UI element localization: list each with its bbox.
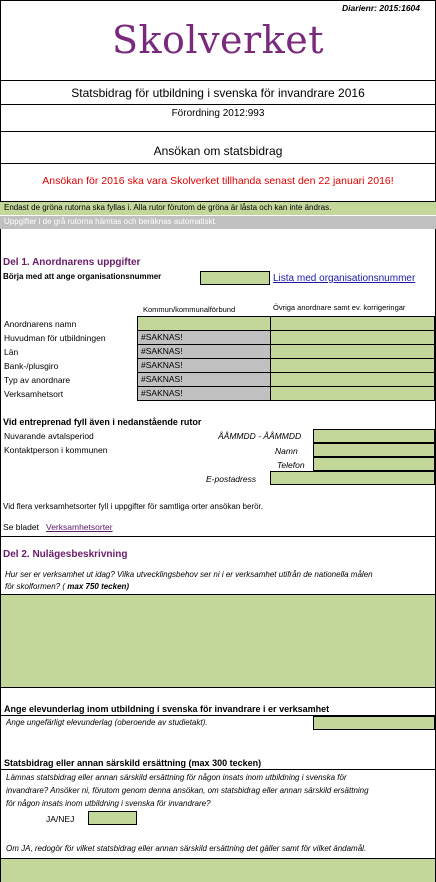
left-border — [0, 0, 1, 882]
other-verksamhetsort-input[interactable] — [270, 386, 435, 401]
subtitle: Ansökan om statsbidrag — [153, 144, 283, 158]
section2-heading: Del 2. Nulägesbeskrivning — [3, 549, 128, 560]
divider — [0, 536, 436, 537]
entreprenad-heading: Vid entreprenad fyll även i nedanstående rutor — [3, 417, 202, 427]
statsbidrag-heading: Statsbidrag eller annan särskild ersättning (max 300 tecken) — [4, 758, 262, 768]
other-typ-input[interactable] — [270, 372, 435, 387]
kontakt-telefon-input[interactable] — [313, 457, 435, 471]
top-border — [0, 0, 436, 1]
other-bankgiro-input[interactable] — [270, 358, 435, 373]
avtalsperiod-input[interactable] — [313, 429, 435, 443]
ordinance: Förordning 2012:993 — [171, 108, 265, 119]
row-label-typ: Typ av anordnare — [4, 375, 71, 385]
row-label-verksamhetsort: Verksamhetsort — [4, 389, 64, 399]
kontakt-label: Kontaktperson i kommunen — [4, 445, 108, 455]
question-max: max 750 tecken) — [67, 582, 130, 591]
info-green-bar — [0, 201, 436, 215]
info-gray-text: Uppgifter i de grå rutorna hämtas och beräknas automatiskt. — [4, 217, 217, 226]
janej-label: JA/NEJ — [46, 814, 75, 824]
elevunderlag-hint: Ange ungefärligt elevunderlag (oberoende av studietakt). — [6, 718, 208, 727]
row-label-bankgiro: Bank-/plusgiro — [4, 361, 59, 371]
other-namn-input[interactable] — [270, 316, 435, 331]
question-line1: Hur ser er verksamhet ut idag? Vilka utvecklingsbehov ser ni i er verksamhet utifrån de nationella målen — [5, 570, 373, 579]
kontakt-epost-input[interactable] — [270, 471, 435, 485]
deadline-notice: Ansökan för 2016 ska vara Skolverket tillhanda senast den 22 januari 2016! — [42, 175, 394, 187]
nulage-textarea[interactable] — [0, 594, 436, 688]
diarienr: Diarienr: 2015:1604 — [342, 3, 420, 13]
kommun-typ-cell: #SAKNAS! — [137, 372, 271, 387]
avtalsperiod-label: Nuvarande avtalsperiod — [4, 431, 94, 441]
other-huvudman-input[interactable] — [270, 330, 435, 345]
info-green-text: Endast de gröna rutorna ska fyllas i. Alla rutor förutom de gröna är låsta och kan inte ändras. — [4, 203, 332, 212]
orgnr-list-link[interactable]: Lista med organisationsnummer — [273, 273, 416, 284]
janej-input[interactable] — [88, 811, 137, 825]
statsbidrag-q2: invandrare? Ansöker ni, förutom genom denna ansökan, om statsbidrag eller annan särskild ersättning — [6, 786, 369, 795]
row-label-huvudman: Huvudman för utbildningen — [4, 333, 106, 343]
row-label-lan: Län — [4, 347, 19, 357]
question-line2-text: för skolformen? ( — [5, 582, 66, 591]
orgnr-prompt: Börja med att ange organisationsnummer — [3, 272, 162, 281]
page-title: Statsbidrag för utbildning i svenska för invandrare 2016 — [71, 86, 365, 100]
elevunderlag-heading: Ange elevunderlag inom utbildning i svenska för invandrare i er verksamhet — [4, 704, 330, 714]
orgnr-input[interactable] — [200, 271, 270, 285]
verksamhetsorter-link[interactable]: Verksamhetsorter — [46, 522, 113, 532]
divider — [0, 769, 436, 770]
col-other-header: Övriga anordnare samt ev. korrigeringar — [273, 303, 406, 312]
kommun-huvudman-cell: #SAKNAS! — [137, 330, 271, 345]
statsbidrag-q1: Lämnas statsbidrag eller annan särskild ersättning för någon insats inom utbildning i svenska för — [6, 773, 347, 782]
epost-hint: E-postadress — [206, 474, 257, 484]
row-label-anordnarens-namn: Anordnarens namn — [4, 319, 77, 329]
kommun-bankgiro-cell: #SAKNAS! — [137, 358, 271, 373]
skolverket-logo — [0, 18, 436, 62]
divider — [0, 131, 436, 132]
other-lan-input[interactable] — [270, 344, 435, 359]
namn-hint: Namn — [275, 446, 298, 456]
divider — [0, 80, 436, 81]
divider — [0, 104, 436, 105]
section1-heading: Del 1. Anordnarens uppgifter — [3, 257, 141, 268]
kontakt-namn-input[interactable] — [313, 443, 435, 457]
divider — [0, 163, 436, 164]
telefon-hint: Telefon — [277, 460, 305, 470]
kommun-lan-cell: #SAKNAS! — [137, 344, 271, 359]
info-gray-bar — [0, 215, 436, 229]
kommun-verksamhetsort-cell: #SAKNAS! — [137, 386, 271, 401]
question-line2 — [5, 582, 129, 591]
flera-note: Vid flera verksamhetsorter fyll i uppgifter för samtliga orter ansökan berör. — [3, 502, 263, 511]
logo-text: Skolverket — [112, 18, 324, 62]
statsbidrag-q3: för någon insats inom utbildning i svenska för invandrare? — [6, 799, 211, 808]
elevunderlag-input[interactable] — [313, 716, 435, 730]
col-kommun-header: Kommun/kommunalförbund — [143, 305, 236, 314]
avtalsperiod-hint: ÅÅMMDD - ÅÅMMDD — [218, 431, 302, 441]
om-ja-textarea[interactable] — [0, 858, 436, 882]
se-bladet-label: Se bladet — [3, 522, 39, 532]
om-ja-text: Om JA, redogör för vilket statsbidrag eller annan särskild ersättning det gäller samt för vilket ändamål. — [6, 844, 367, 853]
kommun-namn-cell[interactable] — [137, 316, 271, 331]
